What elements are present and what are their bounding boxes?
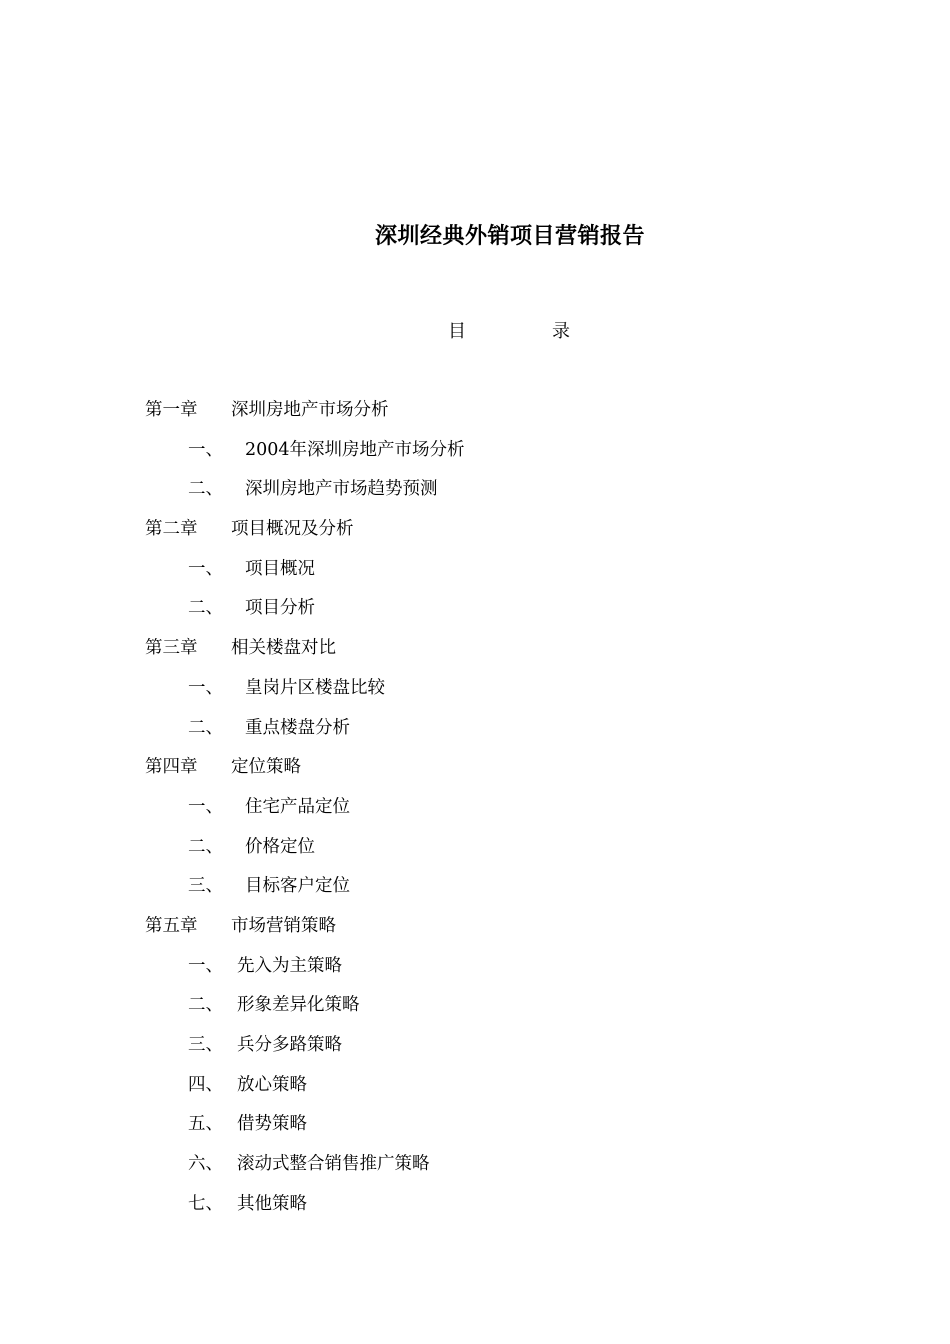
toc-entry-title: 深圳房地产市场分析 [231,400,389,420]
toc-entry-number: 四、 [188,1074,223,1095]
toc-heading-char-2: 录 [552,321,570,342]
toc-chapter-entry [0,907,950,947]
toc-section-entry [0,1145,950,1185]
toc-section-entry [0,431,950,471]
toc-section-entry [0,828,950,868]
toc-entry-title: 市场营销策略 [231,915,336,936]
toc-heading-char-1: 目 [448,321,466,342]
toc-entry-number: 二、 [188,717,223,738]
toc-entry-title: 重点楼盘分析 [245,717,350,738]
toc-entry-number: 一、 [188,439,223,460]
toc-entry-number: 第一章 [145,400,198,420]
toc-section-entry [0,550,950,590]
toc-entry-number: 第四章 [145,757,198,778]
toc-entry-title: 借势策略 [237,1114,307,1135]
toc-section-entry [0,709,950,749]
toc-section-entry [0,947,950,987]
toc-entry-title: 先入为主策略 [237,955,342,976]
toc-entry-title: 深圳房地产市场趋势预测 [245,479,438,500]
toc-entry-title: 项目分析 [245,598,315,619]
toc-entry-title: 形象差异化策略 [237,995,360,1016]
toc-entry-number: 一、 [188,955,223,976]
table-of-contents [0,391,950,1224]
toc-entry-number: 五、 [188,1114,223,1135]
toc-entry-title: 项目概况及分析 [231,519,354,540]
toc-entry-number: 七、 [188,1193,223,1214]
toc-section-entry [0,1105,950,1145]
toc-entry-number: 二、 [188,598,223,619]
toc-section-entry [0,1185,950,1225]
document-title: 深圳经典外销项目营销报告 [374,223,645,249]
toc-entry-title: 2004年深圳房地产市场分析 [245,439,465,460]
toc-entry-title: 价格定位 [245,836,315,857]
toc-chapter-entry [0,510,950,550]
toc-entry-title: 目标客户定位 [245,876,350,897]
toc-entry-title: 放心策略 [237,1074,307,1095]
toc-entry-number: 第三章 [145,638,198,659]
toc-entry-number: 三、 [188,876,223,897]
toc-entry-number: 二、 [188,836,223,857]
toc-entry-number: 六、 [188,1154,223,1175]
toc-section-entry [0,867,950,907]
toc-section-entry [0,986,950,1026]
toc-section-entry [0,1026,950,1066]
toc-section-entry [0,669,950,709]
toc-entry-number: 第五章 [145,915,198,936]
toc-entry-title: 滚动式整合销售推广策略 [237,1154,430,1175]
toc-chapter-entry [0,629,950,669]
toc-entry-title: 皇岗片区楼盘比较 [245,677,385,698]
toc-entry-number: 一、 [188,796,223,817]
toc-chapter-entry [0,748,950,788]
toc-entry-number: 一、 [188,558,223,579]
toc-entry-number: 二、 [188,479,223,500]
toc-entry-title: 住宅产品定位 [245,796,350,817]
toc-section-entry [0,1066,950,1106]
toc-entry-title: 其他策略 [237,1193,307,1214]
toc-entry-title: 项目概况 [245,558,315,579]
toc-entry-title: 兵分多路策略 [237,1035,342,1055]
toc-entry-number: 第二章 [145,519,198,540]
toc-entry-title: 定位策略 [231,757,301,778]
toc-entry-title: 相关楼盘对比 [231,638,336,659]
toc-section-entry [0,589,950,629]
toc-section-entry [0,470,950,510]
toc-entry-number: 三、 [188,1035,223,1055]
toc-section-entry [0,788,950,828]
toc-entry-number: 一、 [188,677,223,698]
toc-entry-number: 二、 [188,995,223,1016]
toc-chapter-entry [0,391,950,431]
